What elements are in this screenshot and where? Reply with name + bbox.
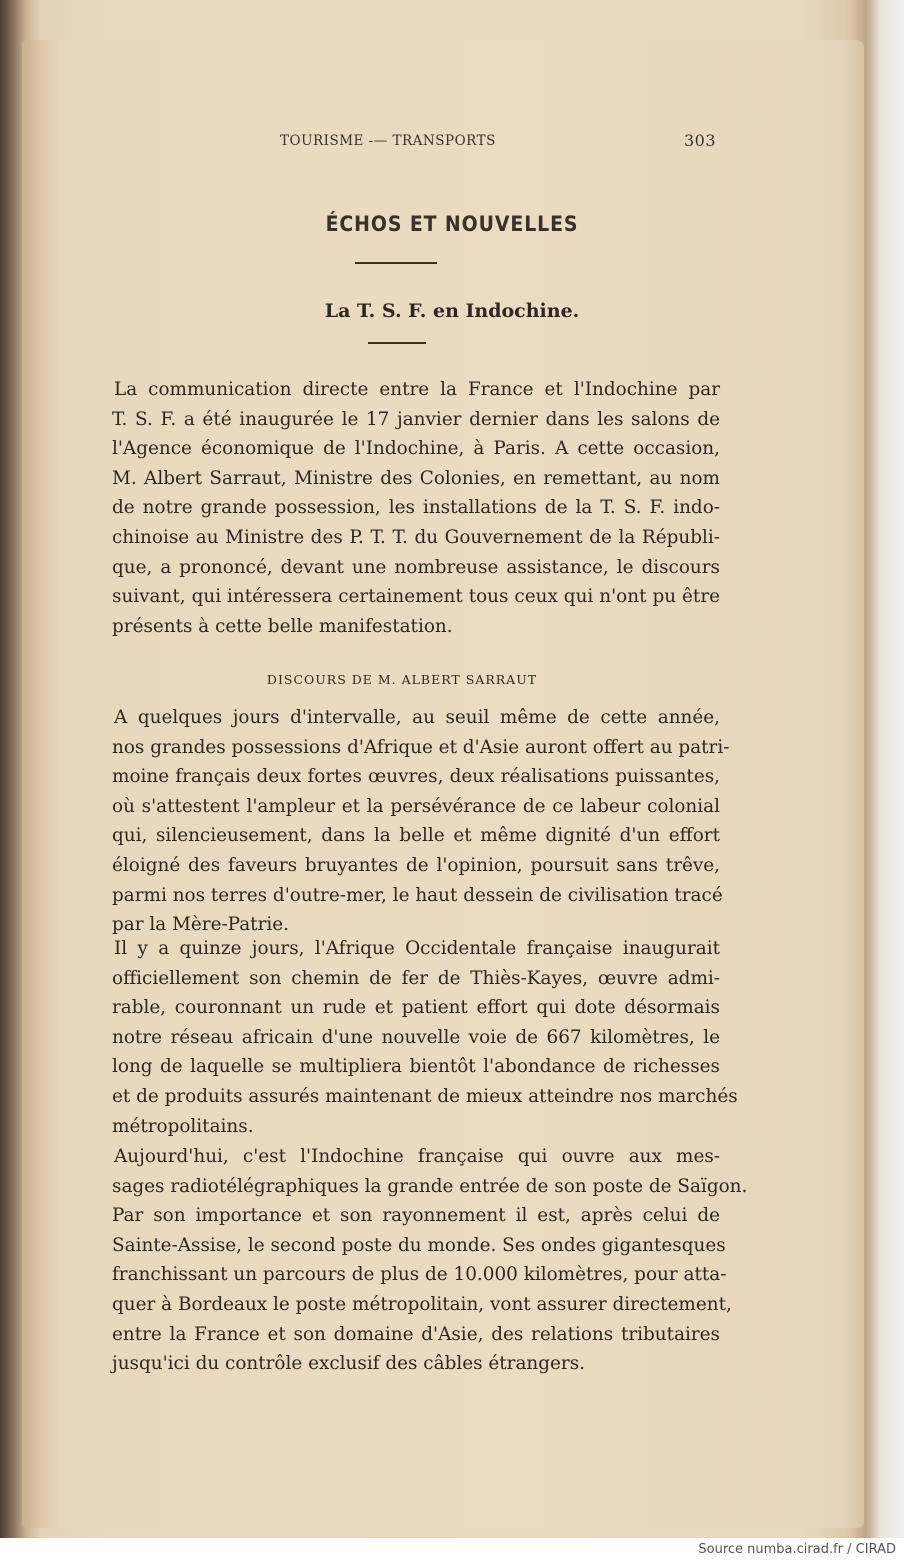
text-line: moine français deux fortes œuvres, deux réalisations puissantes,: [112, 766, 720, 788]
text-line: que, a prononcé, devant une nombreuse assistance, le discours: [112, 556, 720, 578]
text-line: officiellement son chemin de fer de Thiès-Kayes, œuvre admi-: [112, 967, 720, 989]
speech-paragraph-1: [112, 703, 730, 940]
text-line: métropolitains.: [112, 1115, 254, 1137]
text-line: chinoise au Ministre des P. T. T. du Gouvernement de la Républi-: [112, 526, 720, 548]
text-line: par la Mère-Patrie.: [112, 914, 289, 936]
text-line: quer à Bordeaux le poste métropolitain, vont assurer directement,: [112, 1293, 732, 1315]
text-line: T. S. F. a été inaugurée le 17 janvier dernier dans les salons de: [112, 408, 720, 430]
text-line: M. Albert Sarraut, Ministre des Colonies, en remettant, au nom: [112, 467, 720, 489]
speech-heading: DISCOURS DE M. ALBERT SARRAUT: [266, 672, 538, 687]
text-line: Il y a quinze jours, l'Afrique Occidentale française inaugurait: [114, 938, 720, 959]
text-line: jusqu'ici du contrôle exclusif des câbles étrangers.: [112, 1353, 585, 1375]
text-line: présents à cette belle manifestation.: [112, 615, 453, 637]
subtitle-divider: [368, 342, 426, 344]
text-line: sages radiotélégraphiques la grande entrée de son poste de Saïgon.: [112, 1175, 748, 1197]
text-line: Aujourd'hui, c'est l'Indochine française qui ouvre aux mes-: [114, 1146, 720, 1167]
text-line: l'Agence économique de l'Indochine, à Paris. A cette occasion,: [112, 438, 720, 460]
text-line: et de produits assurés maintenant de mieux atteindre nos marchés: [112, 1085, 738, 1107]
text-line: où s'attestent l'ampleur et la persévérance de ce labeur colonial: [112, 795, 720, 817]
article-title: La T. S. F. en Indochine.: [324, 300, 580, 322]
text-line: éloigné des faveurs bruyantes de l'opinion, poursuit sans trêve,: [112, 854, 720, 876]
text-line: entre la France et son domaine d'Asie, des relations tributaires: [112, 1323, 720, 1345]
text-line: long de laquelle se multipliera bientôt l'abondance de richesses: [112, 1056, 720, 1078]
text-line: nos grandes possessions d'Afrique et d'Asie auront offert au patri-: [112, 736, 730, 758]
text-line: parmi nos terres d'outre-mer, le haut dessein de civilisation tracé: [112, 884, 723, 906]
page-number: 303: [683, 131, 716, 150]
speech-paragraph-3: [112, 1142, 748, 1379]
intro-paragraph: [112, 375, 720, 641]
text-line: La communication directe entre la France et l'Indochine par: [114, 379, 720, 400]
text-line: qui, silencieusement, dans la belle et même dignité d'un effort: [112, 825, 720, 847]
section-title: ÉCHOS ET NOUVELLES: [325, 212, 579, 236]
text-line: A quelques jours d'intervalle, au seuil même de cette année,: [114, 707, 720, 728]
text-line: franchissant un parcours de plus de 10.000 kilomètres, pour atta-: [112, 1264, 727, 1286]
source-credit: Source numba.cirad.fr / CIRAD: [698, 1542, 896, 1557]
text-line: Sainte-Assise, le second poste du monde. Ses ondes gigantesques: [112, 1234, 726, 1256]
speech-paragraph-2: [112, 934, 738, 1141]
text-line: rable, couronnant un rude et patient effort qui dote désormais: [112, 997, 720, 1019]
text-line: notre réseau africain d'une nouvelle voie de 667 kilomètres, le: [112, 1026, 720, 1048]
title-divider: [355, 262, 437, 264]
running-title: TOURISME -— TRANSPORTS: [280, 133, 496, 149]
text-line: suivant, qui intéressera certainement tous ceux qui n'ont pu être: [112, 586, 720, 608]
text-line: de notre grande possession, les installations de la T. S. F. indo-: [112, 497, 720, 519]
text-line: Par son importance et son rayonnement il est, après celui de: [112, 1205, 720, 1227]
